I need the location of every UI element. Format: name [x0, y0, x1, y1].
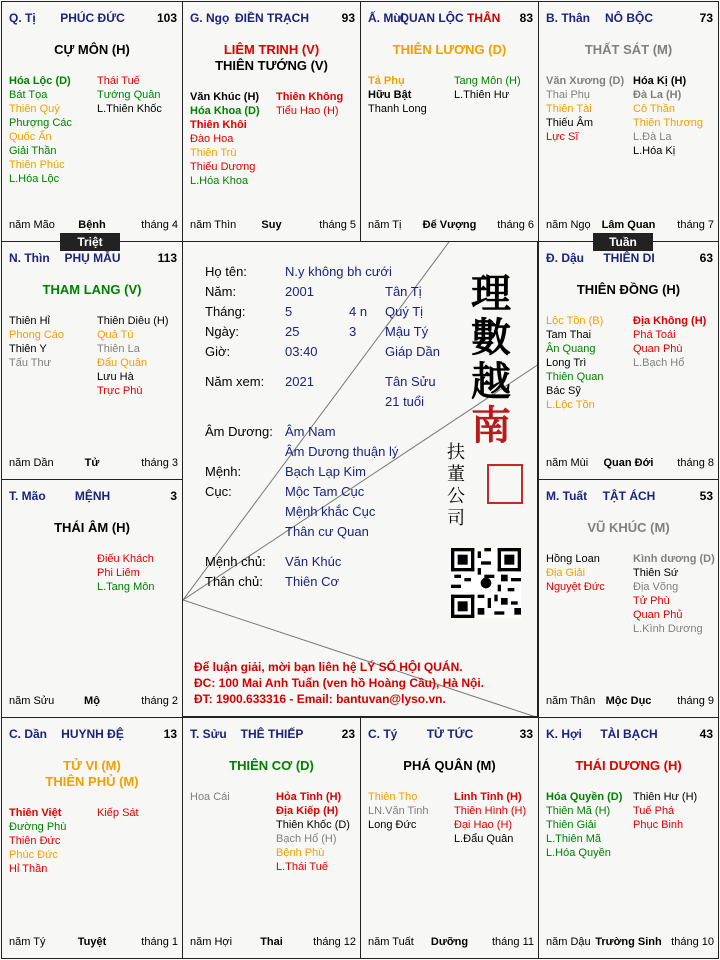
small-limit-year: năm Tị — [368, 219, 402, 231]
star-item: Hóa Kị (H) — [633, 75, 687, 87]
star-item: L.Hóa Quyền — [546, 847, 611, 859]
palace-header — [543, 251, 715, 267]
palace-header — [543, 489, 715, 505]
small-limit-year: năm Mão — [9, 219, 55, 231]
star-item: Bệnh Phù — [276, 847, 325, 859]
star-item: Bạch Hổ (H) — [276, 833, 337, 845]
small-limit-year: năm Mùi — [546, 457, 589, 469]
star-item: Ân Quang — [546, 343, 596, 355]
star-item: L.Thiên Mã — [546, 833, 602, 845]
minor-stars-left — [9, 74, 72, 186]
minor-stars-left — [190, 90, 260, 188]
minor-stars-left — [546, 790, 622, 860]
small-limit-year: năm Thìn — [190, 219, 237, 231]
star-item: Hồng Loan — [546, 553, 600, 565]
life-stage: Quan Đới — [603, 457, 654, 469]
life-stage: Suy — [261, 219, 282, 231]
life-stage: Trường Sinh — [595, 936, 662, 948]
than-chu-value: Thiên Cơ — [285, 574, 340, 589]
life-stage: Tuyệt — [77, 936, 107, 948]
palace-cell-tuat[interactable] — [538, 479, 719, 718]
palace-name: QUAN LỘC THÂN — [399, 11, 501, 25]
palace-name: MỆNH — [74, 489, 111, 503]
star-item: Thiên Khốc (D) — [276, 819, 350, 831]
life-stage: Mộ — [84, 695, 100, 707]
view-year-value: 2021 — [285, 374, 314, 389]
year-label: Năm: — [205, 284, 237, 299]
minor-stars-left — [546, 314, 603, 412]
month-label: tháng 2 — [141, 695, 178, 707]
major-period-number: 13 — [163, 727, 177, 741]
star-item: Thiên Y — [9, 343, 47, 355]
star-item: Đường Phù — [9, 821, 67, 833]
star-item: Đẩu Quân — [97, 357, 148, 369]
major-period-number: 93 — [341, 11, 355, 25]
small-limit-year: năm Tý — [9, 936, 46, 948]
star-item: Hỏa Tinh (H) — [276, 791, 342, 803]
month-label: Tháng: — [205, 304, 246, 319]
branch-label: T. Mão — [9, 489, 46, 503]
star-item: Địa Võng — [633, 581, 679, 593]
palace-header — [543, 727, 715, 743]
star-item: Thiên Trù — [190, 147, 237, 159]
palace-cell-mui[interactable] — [360, 1, 539, 242]
minor-stars-right — [97, 552, 154, 594]
palace-header — [365, 11, 535, 27]
major-period-number: 53 — [699, 489, 713, 503]
star-item: Giải Thần — [9, 145, 57, 157]
day-lunar: 3 — [349, 324, 357, 339]
star-item: Tam Thai — [546, 329, 592, 341]
major-star: THIÊN PHỦ (M) — [45, 774, 139, 789]
star-item: Thiên Thọ — [368, 791, 418, 803]
star-item: Thiên Quan — [546, 371, 604, 383]
star-item: Phá Toái — [633, 329, 676, 341]
major-star: TỬ VI (M) — [63, 758, 121, 773]
minor-stars-left — [368, 790, 429, 832]
star-item: Lực Sĩ — [546, 131, 579, 143]
palace-footer — [539, 457, 718, 471]
minor-stars-right — [633, 314, 706, 370]
star-item: Thanh Long — [368, 103, 427, 115]
branch-label: N. Thìn — [9, 251, 50, 265]
red-stamp — [487, 464, 523, 504]
palace-footer — [539, 219, 718, 233]
star-item: L.Thiên Hư — [454, 89, 510, 101]
star-item: Thiên Hỉ — [9, 315, 50, 327]
palace-name: PHỤ MẪU — [64, 251, 121, 265]
star-item: Tử Phù — [633, 595, 670, 607]
am-duong-label: Âm Dương: — [205, 424, 273, 439]
branch-label: Đ. Dậu — [546, 251, 585, 265]
star-item: Quan Phủ — [633, 609, 683, 621]
palace-header — [187, 11, 357, 27]
star-item: Thiếu Âm — [546, 117, 594, 129]
major-period-number: 83 — [519, 11, 533, 25]
star-item: Quan Phù — [633, 343, 683, 355]
palace-footer — [2, 936, 182, 950]
star-item: Hoa Cái — [190, 791, 230, 803]
major-star: PHÁ QUÂN (M) — [403, 758, 496, 773]
than-chu-label: Thân chủ: — [205, 574, 263, 589]
month-label: tháng 5 — [319, 219, 356, 231]
star-item: Hóa Lộc (D) — [9, 75, 71, 87]
star-item: Thiên Diêu (H) — [97, 315, 169, 327]
star-item: Long Đức — [368, 819, 417, 831]
day-label: Ngày: — [205, 324, 239, 339]
palace-footer — [361, 936, 538, 950]
branch-label: C. Tý — [368, 727, 398, 741]
cuc-value: Mộc Tam Cục — [285, 484, 365, 499]
palace-cell-ti[interactable] — [1, 1, 183, 242]
star-item: Phượng Các — [9, 117, 72, 129]
star-item: Đại Hao (H) — [454, 819, 513, 831]
star-item: Địa Không (H) — [633, 315, 707, 327]
star-item: Hỉ Thần — [9, 863, 48, 875]
star-item: Thiên Hư (H) — [633, 791, 698, 803]
calligraphy-seal — [469, 272, 513, 448]
star-item: Tướng Quân — [97, 89, 161, 101]
star-item: Địa Kiếp (H) — [276, 805, 339, 817]
day-value: 25 — [285, 324, 300, 339]
star-item: L.Thái Tuế — [276, 861, 328, 873]
palace-header — [365, 727, 535, 743]
star-item: Thai Phụ — [546, 89, 591, 101]
star-item: Thiên La — [97, 343, 140, 355]
star-item: Quả Tú — [97, 329, 134, 341]
branch-label: K. Hợi — [546, 727, 582, 741]
seal-char-2: 數 — [471, 314, 511, 361]
major-star: THIÊN TƯỚNG (V) — [215, 58, 328, 73]
major-star: CỰ MÔN (H) — [54, 42, 130, 57]
seal-char-4: 南 — [471, 402, 511, 449]
star-item: Hóa Quyền (D) — [546, 791, 623, 803]
month-label: tháng 3 — [141, 457, 178, 469]
hour-label: Giờ: — [205, 344, 231, 359]
palace-name: HUYNH ĐỆ — [61, 727, 124, 741]
seal-char-3: 越 — [471, 358, 511, 405]
small-limit-year: năm Tuất — [368, 936, 414, 948]
contact-phone-email[interactable]: ĐT: 1900.633316 - Email: bantuvan@lyso.vn. — [194, 692, 446, 706]
minor-stars-left — [368, 74, 427, 116]
palace-name: ĐIỀN TRẠCH — [235, 11, 309, 25]
month-label: tháng 1 — [141, 936, 178, 948]
branch-label: Ấ. Mùi — [368, 11, 404, 25]
month-label: tháng 7 — [677, 219, 714, 231]
menh-label: Mệnh: — [205, 464, 242, 479]
star-item: L.Bạch Hổ — [633, 357, 685, 369]
palace-header — [6, 11, 179, 27]
contact-address: ĐC: 100 Mai Anh Tuấn (ven hồ Hoàng Cầu), Hà Nội. — [194, 676, 485, 690]
view-year-can-chi: Tân Sửu — [385, 374, 436, 389]
star-item: Linh Tinh (H) — [454, 791, 522, 803]
month-label: tháng 6 — [497, 219, 534, 231]
major-period-number: 73 — [699, 11, 713, 25]
palace-footer — [183, 219, 360, 233]
year-can-chi: Tân Tị — [385, 284, 422, 299]
am-duong-value: Âm Nam — [285, 424, 336, 439]
palace-cell-mao[interactable] — [1, 479, 183, 718]
palace-cell-suu[interactable] — [182, 717, 361, 959]
minor-stars-right — [276, 90, 343, 118]
star-item: Đào Hoa — [190, 133, 234, 145]
than-marker: THÂN — [463, 11, 501, 25]
major-period-number: 33 — [519, 727, 533, 741]
minor-stars-right — [633, 74, 703, 158]
branch-label: M. Tuất — [546, 489, 588, 503]
small-limit-year: năm Thân — [546, 695, 596, 707]
palace-cell-ty[interactable] — [360, 717, 539, 959]
major-star: THIÊN ĐỒNG (H) — [576, 282, 681, 297]
star-item: L.Kình Dương — [633, 623, 703, 635]
month-lunar: 4 n — [349, 304, 368, 319]
star-item: Hóa Khoa (D) — [190, 105, 260, 117]
star-item: Thiên Sứ — [633, 567, 679, 579]
star-item: Tấu Thư — [9, 357, 52, 369]
month-label: tháng 12 — [313, 936, 356, 948]
major-star: LIÊM TRINH (V) — [223, 42, 320, 57]
star-item: Long Trì — [546, 357, 587, 369]
palace-name: THÊ THIẾP — [240, 727, 304, 741]
view-year-label: Năm xem: — [205, 374, 265, 389]
palace-cell-ngo[interactable] — [182, 1, 361, 242]
star-item: L.Hóa Khoa — [190, 175, 249, 187]
major-period-number: 63 — [699, 251, 713, 265]
month-label: tháng 4 — [141, 219, 178, 231]
small-limit-year: năm Ngọ — [546, 219, 591, 231]
star-item: L.Hóa Kị — [633, 145, 676, 157]
star-item: Thiên Giải — [546, 819, 597, 831]
month-label: tháng 8 — [677, 457, 714, 469]
contact-line-1: Để luận giải, mời bạn liên hệ LÝ SỐ HỘI QUÁN. — [194, 660, 463, 674]
branch-label: Q. Tị — [9, 11, 36, 25]
star-item: Thiên Việt — [9, 807, 62, 819]
major-period-number: 113 — [157, 251, 177, 265]
palace-cell-than[interactable] — [538, 1, 719, 242]
star-item: Thiên Đức — [9, 835, 61, 847]
palace-name: NÔ BỘC — [605, 11, 653, 25]
star-item: Tả Phụ — [368, 75, 405, 87]
star-item: Đà La (H) — [633, 89, 682, 101]
life-stage: Đế Vượng — [422, 219, 477, 231]
major-star: THÁI ÂM (H) — [54, 520, 130, 535]
menh-value: Bạch Lạp Kim — [285, 464, 366, 479]
star-item: Kiếp Sát — [97, 807, 139, 819]
star-item: L.Lộc Tồn — [546, 399, 595, 411]
palace-footer — [539, 936, 718, 950]
star-item: Tiểu Hao (H) — [276, 105, 339, 117]
name-label: Họ tên: — [205, 264, 247, 279]
month-label: tháng 10 — [671, 936, 714, 948]
hour-value: 03:40 — [285, 344, 318, 359]
cuc-relation: Mệnh khắc Cục — [285, 504, 376, 519]
major-period-number: 43 — [699, 727, 713, 741]
star-item: Quốc Ấn — [9, 131, 52, 143]
hour-can-chi: Giáp Dần — [385, 344, 440, 359]
minor-stars-left — [9, 314, 64, 370]
palace-name: TẬT ÁCH — [602, 489, 656, 503]
minor-stars-right — [276, 790, 350, 874]
life-stage: Bệnh — [78, 219, 106, 231]
life-stage: Tử — [84, 457, 100, 469]
star-item: Địa Giải — [546, 567, 586, 579]
star-item: Thiếu Dương — [190, 161, 256, 173]
palace-name: TÀI BẠCH — [600, 727, 658, 741]
life-stage: Lâm Quan — [601, 219, 656, 231]
minor-stars-right — [97, 806, 139, 820]
minor-stars-left — [546, 552, 605, 594]
palace-footer — [2, 457, 182, 471]
qr-code-icon[interactable] — [451, 548, 521, 618]
than-cu: Thân cư Quan — [285, 524, 369, 539]
menh-chu-value: Văn Khúc — [285, 554, 342, 569]
palace-cell-hoi[interactable] — [538, 717, 719, 959]
star-item: Lưu Hà — [97, 371, 134, 383]
star-item: Thái Tuế — [97, 75, 140, 87]
major-star: THIÊN LƯƠNG (D) — [392, 42, 507, 57]
major-period-number: 3 — [170, 489, 177, 503]
name-value: N.y không bh cưới — [285, 264, 392, 279]
major-star: THAM LANG (V) — [42, 282, 142, 297]
cuc-label: Cục: — [205, 484, 232, 499]
star-item: Tuế Phá — [633, 805, 675, 817]
star-item: LN.Văn Tinh — [368, 805, 429, 817]
minor-stars-right — [633, 552, 715, 636]
palace-footer — [2, 695, 182, 709]
branch-label: B. Thân — [546, 11, 590, 25]
star-item: Thiên Khôi — [190, 119, 247, 131]
tuan-tag: Tuần — [593, 233, 653, 251]
palace-footer — [539, 695, 718, 709]
major-period-number: 103 — [156, 11, 177, 25]
branch-label: C. Dần — [9, 727, 48, 741]
small-limit-year: năm Dần — [9, 457, 54, 469]
menh-chu-label: Mệnh chủ: — [205, 554, 266, 569]
star-item: Phi Liêm — [97, 567, 140, 579]
major-star: THIÊN CƠ (D) — [229, 758, 314, 773]
star-item: Phong Cáo — [9, 329, 65, 341]
seal-char-1: 理 — [471, 270, 511, 317]
minor-stars-left — [546, 74, 624, 144]
palace-name: THIÊN DI — [603, 251, 655, 265]
palace-header — [543, 11, 715, 27]
palace-header — [6, 251, 179, 267]
major-star: THẤT SÁT (M) — [584, 42, 673, 57]
life-stage: Mộc Dục — [605, 695, 652, 707]
minor-stars-right — [454, 74, 521, 102]
palace-name: PHÚC ĐỨC — [60, 11, 125, 25]
star-item: L.Hóa Lộc — [9, 173, 60, 185]
star-item: Tang Môn (H) — [454, 75, 521, 87]
palace-footer — [361, 219, 538, 233]
star-item: Phúc Đức — [9, 849, 58, 861]
life-stage: Thai — [260, 936, 283, 948]
star-item: Thiên Hình (H) — [454, 805, 527, 817]
palace-header — [6, 489, 179, 505]
year-value: 2001 — [285, 284, 314, 299]
branch-label: G. Ngọ — [190, 11, 230, 25]
star-item: Phục Binh — [633, 819, 684, 831]
palace-name: TỬ TỨC — [426, 727, 474, 741]
star-item: Văn Khúc (H) — [190, 91, 260, 103]
star-item: Kình dương (D) — [633, 553, 715, 565]
am-duong-note: Âm Dương thuận lý — [285, 444, 399, 459]
star-item: Thiên Phúc — [9, 159, 65, 171]
small-limit-year: năm Sửu — [9, 695, 55, 707]
palace-cell-dau[interactable] — [538, 241, 719, 480]
star-item: Bát Tọa — [9, 89, 48, 101]
palace-cell-dan[interactable] — [1, 717, 183, 959]
small-limit-year: năm Dậu — [546, 936, 591, 948]
palace-footer — [2, 219, 182, 233]
star-item: Thiên Thương — [633, 117, 704, 129]
minor-stars-right — [97, 314, 169, 398]
star-item: L.Tang Môn — [97, 581, 155, 593]
minor-stars-left — [190, 790, 230, 804]
center-info-panel — [182, 241, 538, 717]
branch-label: T. Sửu — [190, 727, 227, 741]
month-can-chi: Quý Tị — [385, 304, 424, 319]
star-item: Bác Sỹ — [546, 385, 581, 397]
small-limit-year: năm Hợi — [190, 936, 233, 948]
star-item: Hữu Bật — [368, 89, 412, 101]
star-item: L.Đẩu Quân — [454, 833, 514, 845]
major-period-number: 23 — [341, 727, 355, 741]
star-item: Cô Thần — [633, 103, 675, 115]
star-item: Lộc Tồn (B) — [546, 315, 604, 327]
minor-stars-right — [454, 790, 526, 846]
star-item: L.Đà La — [633, 131, 672, 143]
star-item: L.Thiên Khốc — [97, 103, 162, 115]
star-item: Nguyệt Đức — [546, 581, 605, 593]
month-label: tháng 9 — [677, 695, 714, 707]
star-item: Trực Phù — [97, 385, 143, 397]
minor-stars-left — [9, 806, 66, 876]
life-stage: Dưỡng — [430, 936, 469, 948]
palace-header — [187, 727, 357, 743]
palace-cell-thin[interactable] — [1, 241, 183, 480]
small-calligraphy: 扶 董 公 司 — [447, 442, 465, 529]
age-value: 21 tuổi — [385, 394, 425, 409]
star-item: Thiên Mã (H) — [546, 805, 611, 817]
day-can-chi: Mậu Tý — [385, 324, 429, 339]
palace-header — [6, 727, 179, 743]
star-item: Điếu Khách — [97, 553, 154, 565]
star-item: Văn Xương (D) — [546, 75, 625, 87]
minor-stars-right — [97, 74, 162, 116]
triet-tag: Triệt — [60, 233, 120, 251]
major-star: VŨ KHÚC (M) — [587, 520, 670, 535]
star-item: Thiên Không — [276, 91, 344, 103]
minor-stars-right — [633, 790, 697, 832]
major-star: THÁI DƯƠNG (H) — [575, 758, 682, 773]
month-label: tháng 11 — [491, 936, 534, 948]
star-item: Thiên Quý — [9, 103, 60, 115]
month-value: 5 — [285, 304, 293, 319]
palace-footer — [183, 936, 360, 950]
star-item: Thiên Tài — [546, 103, 592, 115]
